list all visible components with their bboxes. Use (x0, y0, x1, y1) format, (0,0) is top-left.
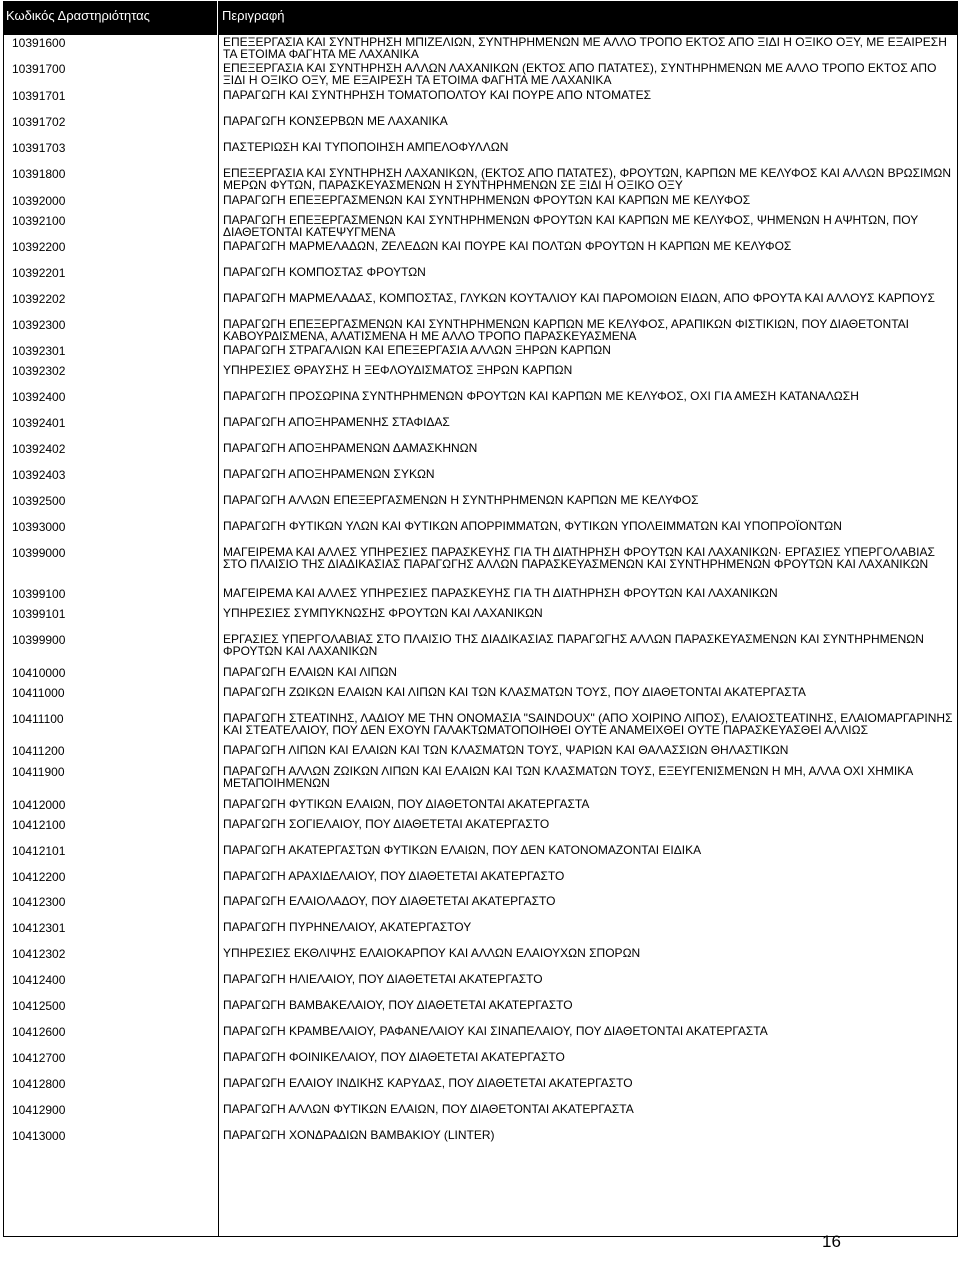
activity-code: 10410000 (12, 666, 66, 680)
table-row (4, 35, 957, 61)
activity-description: ΠΑΡΑΓΩΓΗ ΕΛΑΙΩΝ ΚΑΙ ΛΙΠΩΝ (223, 665, 397, 679)
activity-description: ΥΠΗΡΕΣΙΕΣ ΘΡΑΥΣΗΣ Η ΞΕΦΛΟΥΔΙΣΜΑΤΟΣ ΞΗΡΩΝ ΚΑΡΠΩΝ (223, 363, 573, 377)
activity-code: 10392401 (12, 416, 66, 430)
table-row (4, 193, 957, 213)
activity-code: 10412700 (12, 1051, 66, 1065)
activity-code: 10392500 (12, 494, 66, 508)
table-row (4, 685, 957, 711)
activity-code: 10392100 (12, 214, 66, 228)
activity-code: 10411900 (12, 765, 65, 779)
table-row (4, 972, 957, 998)
activity-description: ΠΑΡΑΓΩΓΗ ΕΠΕΞΕΡΓΑΣΜΕΝΩΝ ΚΑΙ ΣΥΝΤΗΡΗΜΕΝΩΝ ΚΑΡΠΩΝ ΜΕ ΚΕΛΥΦΟΣ, ΑΡΑΠΙΚΩΝ ΦΙΣΤΙΚΙΩΝ, ΠΟΥ ΔΙΑΘΕΤΟΝΤΑΙ ΚΑΒΟΥΡΔΙΣΜΕΝΑ, ΑΛΑΤΙΣΜΕΝΑ Η ΜΕ ΑΛΛΟ ΤΡΟΠΟ ΠΑΡΑΣΚΕΥΑΣΜΕΝΑ (223, 317, 909, 344)
activity-description: ΠΑΡΑΓΩΓΗ ΚΑΙ ΣΥΝΤΗΡΗΣΗ ΤΟΜΑΤΟΠΟΛΤΟΥ ΚΑΙ ΠΟΥΡΕ ΑΠΟ ΝΤΟΜΑΤΕΣ (223, 88, 651, 102)
table-row (4, 665, 957, 685)
activity-code: 10392400 (12, 390, 66, 404)
activity-code: 10393000 (12, 520, 66, 534)
activity-code: 10391800 (12, 167, 66, 181)
table-row (4, 519, 957, 545)
table-row (4, 88, 957, 114)
activity-description: ΜΑΓΕΙΡΕΜΑ ΚΑΙ ΑΛΛΕΣ ΥΠΗΡΕΣΙΕΣ ΠΑΡΑΣΚΕΥΗΣ ΓΙΑ ΤΗ ΔΙΑΤΗΡΗΣΗ ΦΡΟΥΤΩΝ ΚΑΙ ΛΑΧΑΝΙΚΩΝ· ΕΡΓΑΣΙΕΣ ΥΠΕΡΓΟΛΑΒΙΑΣ ΣΤΟ ΠΛΑΙΣΙΟ ΤΗΣ ΔΙΑΔΙΚΑΣΙΑΣ ΠΑΡΑΓΩΓΗΣ ΑΛΛΩΝ ΠΑΡΑΣΚΕΥΑΣΜΕΝΩΝ ΚΑΙ ΣΥΝΤΗΡΗΜΕΝΩΝ ΦΡΟΥΤΩΝ ΚΑΙ ΛΑΧΑΝΙΚΩΝ (223, 545, 935, 572)
page-number: 16 (822, 1232, 841, 1251)
activity-description: ΠΑΡΑΓΩΓΗ ΦΥΤΙΚΩΝ ΥΛΩΝ ΚΑΙ ΦΥΤΙΚΩΝ ΑΠΟΡΡΙΜΜΑΤΩΝ, ΦΥΤΙΚΩΝ ΥΠΟΛΕΙΜΜΑΤΩΝ ΚΑΙ ΥΠΟΠΡΟΪΟΝΤΩΝ (223, 519, 842, 533)
table-row (4, 586, 957, 606)
activity-code: 10392402 (12, 442, 66, 456)
activity-description: ΠΑΡΑΓΩΓΗ ΣΤΕΑΤΙΝΗΣ, ΛΑΔΙΟΥ ΜΕ ΤΗΝ ΟΝΟΜΑΣΙΑ "SAINDOUX" (ΑΠΟ ΧΟΙΡΙΝΟ ΛΙΠΟΣ), ΕΛΑΙΟΣΤΕΑΤΙΝΗΣ, ΕΛΑΙΟΜΑΡΓΑΡΙΝΗΣ ΚΑΙ ΣΤΕΑΤΕΛΑΙΟΥ, ΠΟΥ ΔΕΝ ΕΧΟΥΝ ΓΑΛΑΚΤΩΜΑΤΟΠΟΙΗΘΕΙ ΟΥΤΕ ΑΝΑΜΕΙΧΘΕΙ ΟΥΤΕ ΠΑΡΑΣΚΕΥΑΣΘΕΙ ΑΛΛΙΩΣ (223, 711, 953, 738)
activity-code: 10413000 (12, 1129, 66, 1143)
table-row (4, 1024, 957, 1050)
activity-description: ΠΑΡΑΓΩΓΗ ΕΠΕΞΕΡΓΑΣΜΕΝΩΝ ΚΑΙ ΣΥΝΤΗΡΗΜΕΝΩΝ ΦΡΟΥΤΩΝ ΚΑΙ ΚΑΡΠΩΝ ΜΕ ΚΕΛΥΦΟΣ (223, 193, 751, 207)
activity-description: ΠΑΡΑΓΩΓΗ ΑΡΑΧΙΔΕΛΑΙΟΥ, ΠΟΥ ΔΙΑΘΕΤΕΤΑΙ ΑΚΑΤΕΡΓΑΣΤΟ (223, 869, 565, 883)
table-row (4, 843, 957, 869)
activity-code: 10411000 (12, 686, 65, 700)
activity-description: ΠΑΡΑΓΩΓΗ ΠΡΟΣΩΡΙΝΑ ΣΥΝΤΗΡΗΜΕΝΩΝ ΦΡΟΥΤΩΝ ΚΑΙ ΚΑΡΠΩΝ ΜΕ ΚΕΛΥΦΟΣ, ΟΧΙ ΓΙΑ ΑΜΕΣΗ ΚΑΤΑΝΑΛΩΣΗ (223, 389, 859, 403)
table-row (4, 61, 957, 88)
table-row (4, 265, 957, 291)
activity-code: 10392202 (12, 292, 66, 306)
table-row (4, 869, 957, 894)
table-row (4, 998, 957, 1024)
table-row (4, 764, 957, 797)
activity-code: 10391600 (12, 36, 66, 50)
activity-code: 10412300 (12, 895, 66, 909)
table-row (4, 441, 957, 467)
column-divider (218, 35, 219, 1236)
table-row (4, 140, 957, 166)
activity-description: ΕΠΕΞΕΡΓΑΣΙΑ ΚΑΙ ΣΥΝΤΗΡΗΣΗ ΑΛΛΩΝ ΛΑΧΑΝΙΚΩΝ (ΕΚΤΟΣ ΑΠΟ ΠΑΤΑΤΕΣ), ΣΥΝΤΗΡΗΜΕΝΩΝ ΜΕ ΑΛΛΟ ΤΡΟΠΟ ΕΚΤΟΣ ΑΠΟ ΞΙΔΙ Η ΟΞΙΚΟ ΟΞΥ, ΜΕ ΕΞΑΙΡΕΣΗ ΤΑ ΕΤΟΙΜΑ ΦΑΓΗΤΑ ΜΕ ΛΑΧΑΝΙΚΑ (223, 61, 937, 88)
activity-code: 10391700 (12, 62, 66, 76)
activity-description: ΠΑΡΑΓΩΓΗ ΑΠΟΞΗΡΑΜΕΝΩΝ ΣΥΚΩΝ (223, 467, 435, 481)
activity-description: ΠΑΡΑΓΩΓΗ ΦΥΤΙΚΩΝ ΕΛΑΙΩΝ, ΠΟΥ ΔΙΑΘΕΤΟΝΤΑΙ ΑΚΑΤΕΡΓΑΣΤΑ (223, 797, 590, 811)
activity-code: 10399900 (12, 633, 66, 647)
activity-description: ΕΡΓΑΣΙΕΣ ΥΠΕΡΓΟΛΑΒΙΑΣ ΣΤΟ ΠΛΑΙΣΙΟ ΤΗΣ ΔΙΑΔΙΚΑΣΙΑΣ ΠΑΡΑΓΩΓΗΣ ΑΛΛΩΝ ΠΑΡΑΣΚΕΥΑΣΜΕΝΩΝ ΚΑΙ ΣΥΝΤΗΡΗΜΕΝΩΝ ΦΡΟΥΤΩΝ ΚΑΙ ΛΑΧΑΝΙΚΩΝ (223, 632, 924, 659)
table-row (4, 493, 957, 519)
activity-code: 10412100 (12, 818, 66, 832)
table-row (4, 1076, 957, 1102)
activity-code: 10391701 (12, 89, 66, 103)
table-header (3, 1, 958, 35)
activity-description: ΠΑΡΑΓΩΓΗ ΕΛΑΙΟΥ ΙΝΔΙΚΗΣ ΚΑΡΥΔΑΣ, ΠΟΥ ΔΙΑΘΕΤΕΤΑΙ ΑΚΑΤΕΡΓΑΣΤΟ (223, 1076, 633, 1090)
activity-code: 10412101 (12, 844, 66, 858)
activity-code: 10392200 (12, 240, 66, 254)
table-row (4, 743, 957, 764)
activity-description: ΠΑΡΑΓΩΓΗ ΛΙΠΩΝ ΚΑΙ ΕΛΑΙΩΝ ΚΑΙ ΤΩΝ ΚΛΑΣΜΑΤΩΝ ΤΟΥΣ, ΨΑΡΙΩΝ ΚΑΙ ΘΑΛΑΣΣΙΩΝ ΘΗΛΑΣΤΙΚΩΝ (223, 743, 789, 757)
activity-code: 10392000 (12, 194, 66, 208)
table-row (4, 894, 957, 920)
activity-description: ΠΑΡΑΓΩΓΗ ΚΟΝΣΕΡΒΩΝ ΜΕ ΛΑΧΑΝΙΚΑ (223, 114, 448, 128)
activity-code: 10392403 (12, 468, 66, 482)
header-code-column: Κωδικός Δραστηριότητας (3, 1, 218, 35)
activity-code: 10412400 (12, 973, 66, 987)
activity-codes-table (3, 1, 958, 1237)
activity-code: 10392201 (12, 266, 66, 280)
activity-code: 10392302 (12, 364, 66, 378)
activity-code: 10412600 (12, 1025, 66, 1039)
activity-description: ΜΑΓΕΙΡΕΜΑ ΚΑΙ ΑΛΛΕΣ ΥΠΗΡΕΣΙΕΣ ΠΑΡΑΣΚΕΥΗΣ ΓΙΑ ΤΗ ΔΙΑΤΗΡΗΣΗ ΦΡΟΥΤΩΝ ΚΑΙ ΛΑΧΑΝΙΚΩΝ (223, 586, 778, 600)
activity-description: ΠΑΡΑΓΩΓΗ ΖΩΙΚΩΝ ΕΛΑΙΩΝ ΚΑΙ ΛΙΠΩΝ ΚΑΙ ΤΩΝ ΚΛΑΣΜΑΤΩΝ ΤΟΥΣ, ΠΟΥ ΔΙΑΘΕΤΟΝΤΑΙ ΑΚΑΤΕΡΓΑΣΤΑ (223, 685, 806, 699)
activity-description: ΥΠΗΡΕΣΙΕΣ ΕΚΘΛΙΨΗΣ ΕΛΑΙΟΚΑΡΠΟΥ ΚΑΙ ΑΛΛΩΝ ΕΛΑΙΟΥΧΩΝ ΣΠΟΡΩΝ (223, 946, 641, 960)
table-row (4, 291, 957, 317)
table-row (4, 389, 957, 415)
table-row (4, 920, 957, 946)
activity-code: 10412800 (12, 1077, 66, 1091)
activity-code: 10412000 (12, 798, 66, 812)
table-row (4, 946, 957, 972)
activity-code: 10399100 (12, 587, 66, 601)
activity-code: 10399000 (12, 546, 66, 560)
header-description-column: Περιγραφή (222, 8, 285, 23)
table-row (4, 545, 957, 586)
table-row (4, 114, 957, 140)
activity-code: 10392301 (12, 344, 66, 358)
activity-code: 10412302 (12, 947, 66, 961)
activity-description: ΠΑΡΑΓΩΓΗ ΜΑΡΜΕΛΑΔΑΣ, ΚΟΜΠΟΣΤΑΣ, ΓΛΥΚΩΝ ΚΟΥΤΑΛΙΟΥ ΚΑΙ ΠΑΡΟΜΟΙΩΝ ΕΙΔΩΝ, ΑΠΟ ΦΡΟΥΤΑ ΚΑΙ ΑΛΛΟΥΣ ΚΑΡΠΟΥΣ (223, 291, 935, 305)
activity-description: ΠΑΡΑΓΩΓΗ ΧΟΝΔΡΑΔΙΩΝ ΒΑΜΒΑΚΙΟΥ (LINTER) (223, 1128, 495, 1142)
activity-description: ΠΑΡΑΓΩΓΗ ΒΑΜΒΑΚΕΛΑΙΟΥ, ΠΟΥ ΔΙΑΘΕΤΕΤΑΙ ΑΚΑΤΕΡΓΑΣΤΟ (223, 998, 573, 1012)
activity-description: ΠΑΡΑΓΩΓΗ ΣΤΡΑΓΑΛΙΩΝ ΚΑΙ ΕΠΕΞΕΡΓΑΣΙΑ ΑΛΛΩΝ ΞΗΡΩΝ ΚΑΡΠΩΝ (223, 343, 611, 357)
table-row (4, 1102, 957, 1128)
table-body (3, 35, 958, 1237)
table-row (4, 632, 957, 665)
activity-description: ΠΑΡΑΓΩΓΗ ΑΛΛΩΝ ΖΩΙΚΩΝ ΛΙΠΩΝ ΚΑΙ ΕΛΑΙΩΝ ΚΑΙ ΤΩΝ ΚΛΑΣΜΑΤΩΝ ΤΟΥΣ, ΕΞΕΥΓΕΝΙΣΜΕΝΩΝ Η ΜΗ, ΑΛΛΑ ΟΧΙ ΧΗΜΙΚΑ ΜΕΤΑΠΟΙΗΜΕΝΩΝ (223, 764, 913, 791)
activity-description: ΠΑΡΑΓΩΓΗ ΕΛΑΙΟΛΑΔΟΥ, ΠΟΥ ΔΙΑΘΕΤΕΤΑΙ ΑΚΑΤΕΡΓΑΣΤΟ (223, 894, 556, 908)
table-row (4, 166, 957, 193)
activity-code: 10412900 (12, 1103, 66, 1117)
table-row (4, 317, 957, 343)
table-row (4, 711, 957, 743)
activity-code: 10391703 (12, 141, 66, 155)
table-row (4, 606, 957, 632)
table-row (4, 467, 957, 493)
activity-description: ΠΑΡΑΓΩΓΗ ΚΡΑΜΒΕΛΑΙΟΥ, ΡΑΦΑΝΕΛΑΙΟΥ ΚΑΙ ΣΙΝΑΠΕΛΑΙΟΥ, ΠΟΥ ΔΙΑΘΕΤΟΝΤΑΙ ΑΚΑΤΕΡΓΑΣΤΑ (223, 1024, 768, 1038)
table-row (4, 363, 957, 389)
table-row (4, 817, 957, 843)
table-row (4, 343, 957, 363)
activity-description: ΠΑΡΑΓΩΓΗ ΑΛΛΩΝ ΕΠΕΞΕΡΓΑΣΜΕΝΩΝ Η ΣΥΝΤΗΡΗΜΕΝΩΝ ΚΑΡΠΩΝ ΜΕ ΚΕΛΥΦΟΣ (223, 493, 699, 507)
table-row (4, 213, 957, 239)
table-row (4, 239, 957, 265)
activity-code: 10411200 (12, 744, 65, 758)
activity-code: 10412500 (12, 999, 66, 1013)
activity-description: ΠΑΣΤΕΡΙΩΣΗ ΚΑΙ ΤΥΠΟΠΟΙΗΣΗ ΑΜΠΕΛΟΦΥΛΛΩΝ (223, 140, 509, 154)
table-row (4, 1050, 957, 1076)
activity-description: ΠΑΡΑΓΩΓΗ ΦΟΙΝΙΚΕΛΑΙΟΥ, ΠΟΥ ΔΙΑΘΕΤΕΤΑΙ ΑΚΑΤΕΡΓΑΣΤΟ (223, 1050, 565, 1064)
activity-code: 10411100 (12, 712, 64, 726)
activity-description: ΠΑΡΑΓΩΓΗ ΣΟΓΙΕΛΑΙΟΥ, ΠΟΥ ΔΙΑΘΕΤΕΤΑΙ ΑΚΑΤΕΡΓΑΣΤΟ (223, 817, 550, 831)
activity-description: ΕΠΕΞΕΡΓΑΣΙΑ ΚΑΙ ΣΥΝΤΗΡΗΣΗ ΛΑΧΑΝΙΚΩΝ, (ΕΚΤΟΣ ΑΠΟ ΠΑΤΑΤΕΣ), ΦΡΟΥΤΩΝ, ΚΑΡΠΩΝ ΜΕ ΚΕΛΥΦΟΣ ΚΑΙ ΑΛΛΩΝ ΒΡΩΣΙΜΩΝ ΜΕΡΩΝ ΦΥΤΩΝ, ΠΑΡΑΣΚΕΥΑΣΜΕΝΩΝ Η ΣΥΝΤΗΡΗΜΕΝΩΝ ΣΕ ΞΙΔΙ Η ΟΞΙΚΟ ΟΞΥ (223, 166, 952, 193)
activity-description: ΠΑΡΑΓΩΓΗ ΚΟΜΠΟΣΤΑΣ ΦΡΟΥΤΩΝ (223, 265, 426, 279)
activity-code: 10412301 (12, 921, 66, 935)
activity-description: ΠΑΡΑΓΩΓΗ ΜΑΡΜΕΛΑΔΩΝ, ΖΕΛΕΔΩΝ ΚΑΙ ΠΟΥΡΕ ΚΑΙ ΠΟΛΤΩΝ ΦΡΟΥΤΩΝ Η ΚΑΡΠΩΝ ΜΕ ΚΕΛΥΦΟΣ (223, 239, 792, 253)
activity-description: ΠΑΡΑΓΩΓΗ ΑΛΛΩΝ ΦΥΤΙΚΩΝ ΕΛΑΙΩΝ, ΠΟΥ ΔΙΑΘΕΤΟΝΤΑΙ ΑΚΑΤΕΡΓΑΣΤΑ (223, 1102, 634, 1116)
activity-code: 10392300 (12, 318, 66, 332)
activity-description: ΥΠΗΡΕΣΙΕΣ ΣΥΜΠΥΚΝΩΣΗΣ ΦΡΟΥΤΩΝ ΚΑΙ ΛΑΧΑΝΙΚΩΝ (223, 606, 543, 620)
activity-description: ΠΑΡΑΓΩΓΗ ΗΛΙΕΛΑΙΟΥ, ΠΟΥ ΔΙΑΘΕΤΕΤΑΙ ΑΚΑΤΕΡΓΑΣΤΟ (223, 972, 543, 986)
activity-description: ΠΑΡΑΓΩΓΗ ΕΠΕΞΕΡΓΑΣΜΕΝΩΝ ΚΑΙ ΣΥΝΤΗΡΗΜΕΝΩΝ ΦΡΟΥΤΩΝ ΚΑΙ ΚΑΡΠΩΝ ΜΕ ΚΕΛΥΦΟΣ, ΨΗΜΕΝΩΝ Η ΑΨΗΤΩΝ, ΠΟΥ ΔΙΑΘΕΤΟΝΤΑΙ ΚΑΤΕΨΥΓΜΕΝΑ (223, 213, 918, 240)
table-row (4, 415, 957, 441)
activity-description: ΕΠΕΞΕΡΓΑΣΙΑ ΚΑΙ ΣΥΝΤΗΡΗΣΗ ΜΠΙΖΕΛΙΩΝ, ΣΥΝΤΗΡΗΜΕΝΩΝ ΜΕ ΑΛΛΟ ΤΡΟΠΟ ΕΚΤΟΣ ΑΠΟ ΞΙΔΙ Η ΟΞΙΚΟ ΟΞΥ, ΜΕ ΕΞΑΙΡΕΣΗ ΤΑ ΕΤΟΙΜΑ ΦΑΓΗΤΑ ΜΕ ΛΑΧΑΝΙΚΑ (223, 35, 947, 62)
table-row (4, 797, 957, 817)
activity-description: ΠΑΡΑΓΩΓΗ ΑΚΑΤΕΡΓΑΣΤΩΝ ΦΥΤΙΚΩΝ ΕΛΑΙΩΝ, ΠΟΥ ΔΕΝ ΚΑΤΟΝΟΜΑΖΟΝΤΑΙ ΕΙΔΙΚΑ (223, 843, 702, 857)
activity-description: ΠΑΡΑΓΩΓΗ ΑΠΟΞΗΡΑΜΕΝΗΣ ΣΤΑΦΙΔΑΣ (223, 415, 450, 429)
activity-code: 10391702 (12, 115, 66, 129)
activity-code: 10412200 (12, 870, 66, 884)
activity-description: ΠΑΡΑΓΩΓΗ ΑΠΟΞΗΡΑΜΕΝΩΝ ΔΑΜΑΣΚΗΝΩΝ (223, 441, 478, 455)
activity-description: ΠΑΡΑΓΩΓΗ ΠΥΡΗΝΕΛΑΙΟΥ, ΑΚΑΤΕΡΓΑΣΤΟΥ (223, 920, 472, 934)
table-row (4, 1128, 957, 1154)
activity-code: 10399101 (12, 607, 66, 621)
